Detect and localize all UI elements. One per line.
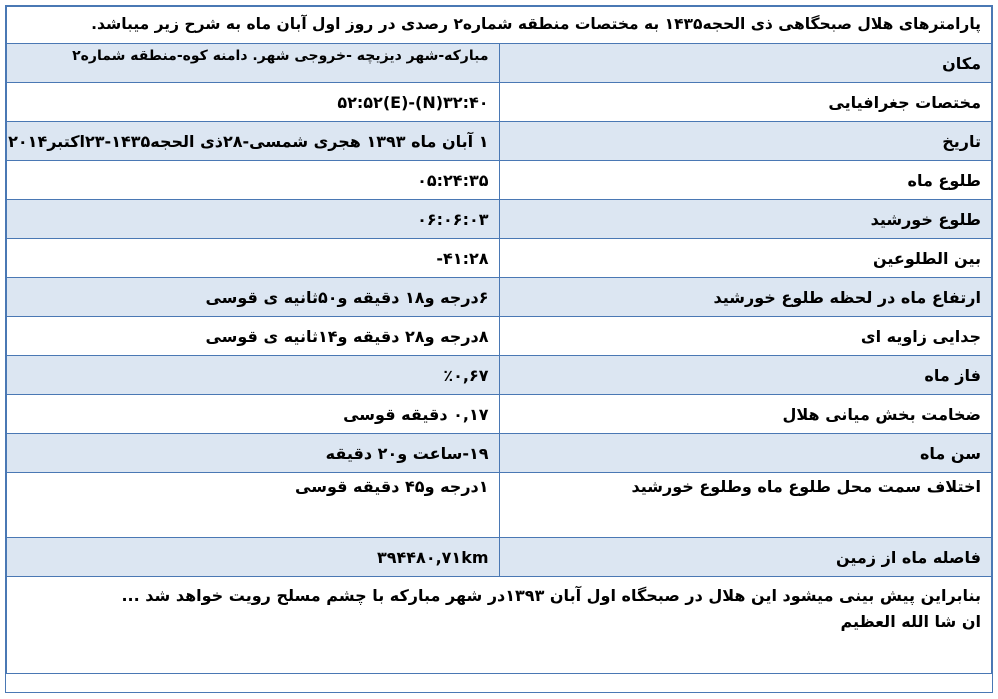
row-label-coordinates: مختصات جغرافیایی [499,83,992,122]
table-row [7,356,992,395]
footer-conclusion: بنابراین پیش بینی میشود این هلال در صبحگاه اول آبان ۱۳۹۳در شهر مبارکه با چشم مسلح رویت خواهد شد ... [121,586,981,605]
row-value-coordinates: ۳۲:۴۰(N)-۵۲:۵۲(E) [7,83,500,122]
parameters-document [5,5,993,693]
row-label-moon-distance: فاصله ماه از زمین [499,538,992,577]
table-row [7,317,992,356]
row-label-moon-altitude: ارتفاع ماه در لحظه طلوع خورشید [499,278,992,317]
row-label-date: تاریخ [499,122,992,161]
row-value-date: ۱ آبان ماه ۱۳۹۳ هجری شمسی-۲۸ذی الحجه۱۴۳۵-۲۳اکتبر۲۰۱۴ [7,122,500,161]
row-label-moon-age: سن ماه [499,434,992,473]
row-value-moon-age: ۱۹-ساعت و۲۰ دقیقه [7,434,500,473]
table-row [7,239,992,278]
parameters-table [6,6,992,674]
row-value-moon-distance: ۳۹۴۴۸۰,۷۱km [7,538,500,577]
footer-closing: ان شا الله العظیم [840,612,981,631]
row-value-moon-altitude: ۶درجه و۱۸ دقیقه و۵۰ثانیه ی قوسی [7,278,500,317]
table-row [7,122,992,161]
table-row [7,538,992,577]
footer-cell [7,577,992,674]
row-label-elongation: جدایی زاویه ای [499,317,992,356]
row-value-sunrise: ۰۶:۰۶:۰۳ [7,200,500,239]
row-label-crescent-width: ضخامت بخش میانی هلال [499,395,992,434]
row-label-between-rises: بین الطلوعین [499,239,992,278]
row-label-sunrise: طلوع خورشید [499,200,992,239]
row-value-azimuth-difference: ۱درجه و۴۵ دقیقه قوسی [7,473,500,538]
table-row [7,434,992,473]
row-label-moonrise: طلوع ماه [499,161,992,200]
row-value-location: مبارکه-شهر دیزیچه -خروجی شهر. دامنه کوه-منطقه شماره۲ [7,44,500,83]
footer-row [7,577,992,674]
row-value-moon-phase: ٪۰,۶۷ [7,356,500,395]
row-value-moonrise: ۰۵:۲۴:۳۵ [7,161,500,200]
row-label-azimuth-difference: اختلاف سمت محل طلوع ماه وطلوع خورشید [499,473,992,538]
table-row [7,278,992,317]
row-value-elongation: ۸درجه و۲۸ دقیقه و۱۴ثانیه ی قوسی [7,317,500,356]
table-header: پارامترهای هلال صبحگاهی ذی الحجه۱۴۳۵ به مختصات منطقه شماره۲ رصدی در روز اول آبان ماه به شرح زیر میباشد. [7,7,992,44]
table-row [7,83,992,122]
row-value-crescent-width: ۰,۱۷ دقیقه قوسی [7,395,500,434]
table-row [7,161,992,200]
table-row [7,44,992,83]
row-label-moon-phase: فاز ماه [499,356,992,395]
row-label-location: مکان [499,44,992,83]
header-row [7,7,992,44]
table-row [7,200,992,239]
table-row [7,395,992,434]
table-row [7,473,992,538]
row-value-between-rises: ۴۱:۲۸- [7,239,500,278]
